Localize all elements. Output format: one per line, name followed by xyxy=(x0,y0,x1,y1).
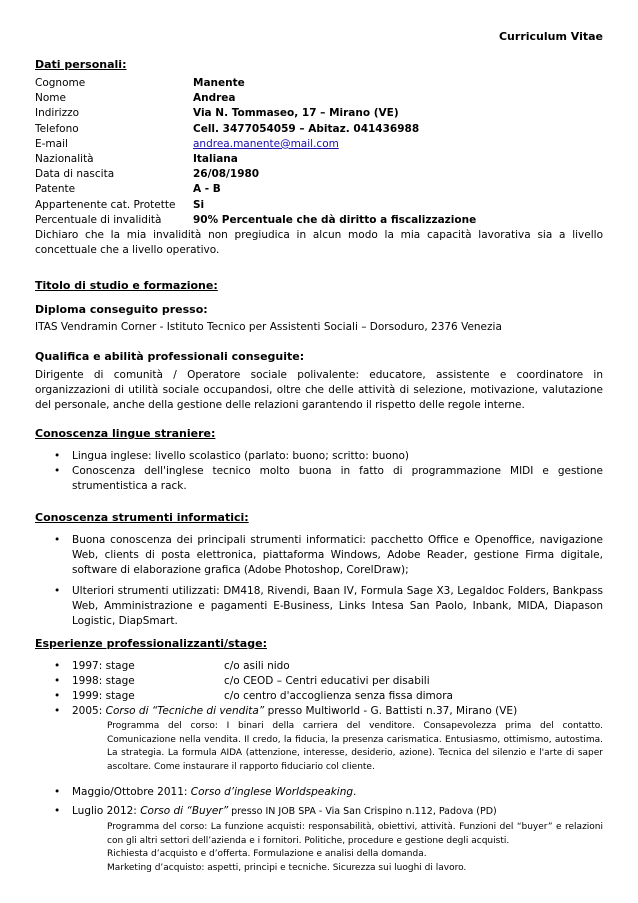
it-skills-heading: Conoscenza strumenti informatici: xyxy=(35,511,249,524)
row-label: Appartenente cat. Protette xyxy=(35,198,176,211)
row-value: 90% Percentuale che dà diritto a fiscalizzazione xyxy=(193,213,477,226)
education-heading: Titolo di studio e formazione: xyxy=(35,279,218,292)
row-label: Nazionalità xyxy=(35,152,94,165)
qualification-heading: Qualifica e abilità professionali conseguite: xyxy=(35,350,305,363)
personal-row-disability xyxy=(35,213,603,228)
bullet-icon: • xyxy=(54,805,61,817)
list-item xyxy=(35,533,603,578)
row-value: Manente xyxy=(193,77,245,89)
stage-place: c/o centro d'accoglienza senza fissa dimora xyxy=(224,690,453,702)
document-title: Curriculum Vitae xyxy=(498,30,603,43)
personal-row-surname xyxy=(35,76,603,91)
personal-row-license xyxy=(35,182,603,197)
row-value: Si xyxy=(193,198,205,211)
email-link[interactable]: andrea.manente@mail.com xyxy=(193,137,339,150)
row-value: 26/08/1980 xyxy=(193,168,260,181)
stage-year: 1997: stage xyxy=(72,660,135,672)
row-label: Nome xyxy=(35,92,66,105)
row-value: A - B xyxy=(193,183,221,196)
course-item-2011 xyxy=(35,785,603,800)
personal-row-name xyxy=(35,91,603,106)
course-location: presso Multiworld - G. Battisti n.37, Mirano (VE) xyxy=(264,705,518,717)
personal-row-email xyxy=(35,137,603,152)
language-item-text: Conoscenza dell'inglese tecnico molto buona in fatto di programmazione MIDI e gestione strumentistica a rack. xyxy=(72,465,603,492)
bullet-icon: • xyxy=(54,450,61,462)
list-item xyxy=(35,584,603,629)
course-title: Corso di “Tecniche di vendita” xyxy=(105,705,265,717)
stage-year: 1998: stage xyxy=(72,675,135,687)
bullet-icon: • xyxy=(54,690,61,702)
course-date: Luglio 2012: xyxy=(72,805,141,817)
stage-place: c/o asili nido xyxy=(224,660,290,672)
languages-heading: Conoscenza lingue straniere: xyxy=(35,427,216,440)
course-suffix: . xyxy=(353,786,357,798)
row-value: Italiana xyxy=(193,152,238,165)
row-value: Andrea xyxy=(193,92,236,105)
course-title: Corso di “Buyer” xyxy=(140,805,229,817)
list-item xyxy=(35,449,603,464)
it-skill-text: Buona conoscenza dei principali strumenti informatici: pacchetto Office e Openoffice, navigazione Web, clients di posta elettronica, piattaforma Windows, Adobe Reader, gestione Firma digitale, software di elaborazione grafica (Adobe Photoshop, CorelDraw); xyxy=(72,534,603,576)
course-2012-detail: Marketing d’acquisto: aspetti, principi e tecniche. Sicurezza sui luoghi di lavoro. xyxy=(107,862,467,873)
personal-row-phone xyxy=(35,122,603,137)
it-skill-text: Ulteriori strumenti utilizzati: DM418, Rivendi, Baan IV, Formula Sage X3, Legaldoc Folders, Bankpass Web, Amministrazione e pagamenti E-Business, Links Intesa San Paolo, Inbank, MIDA, Diapason Logistic, DiapSmart. xyxy=(72,585,603,627)
stage-item xyxy=(35,674,603,689)
course-title: Corso d’inglese Worldspeaking xyxy=(190,786,354,798)
personal-row-address xyxy=(35,106,603,121)
bullet-icon: • xyxy=(54,675,61,687)
course-item-2005 xyxy=(35,704,603,719)
course-2012-detail: Programma del corso: La funzione acquisti: responsabilità, obiettivi, attività. Funzioni del “buyer” e relazioni con gli altri settori dell’azienda e i fornitori. Politiche, procedure e gestione degli acquisti. xyxy=(107,822,603,846)
bullet-icon: • xyxy=(54,585,61,597)
personal-row-protected xyxy=(35,198,603,213)
bullet-icon: • xyxy=(54,705,61,717)
bullet-icon: • xyxy=(54,786,61,798)
course-item-2012 xyxy=(35,804,603,819)
personal-data-heading: Dati personali: xyxy=(35,58,127,71)
row-value: Cell. 3477054059 – Abitaz. 041436988 xyxy=(193,122,420,135)
stage-year: 1999: stage xyxy=(72,690,135,702)
row-label: Telefono xyxy=(35,122,79,135)
stage-item xyxy=(35,689,603,704)
row-label: Indirizzo xyxy=(35,107,80,120)
diploma-heading: Diploma conseguito presso: xyxy=(35,303,208,316)
row-label: E-mail xyxy=(35,137,68,150)
qualification-text: Dirigente di comunità / Operatore sociale polivalente: educatore, assistente e coordinatore in organizzazioni di utilità sociale occupandosi, oltre che delle attività di selezione, motivazione, valutazione del personale, anche della gestione delle relazioni garantendo il rispetto delle regole interne. xyxy=(35,369,603,411)
stage-item xyxy=(35,659,603,674)
diploma-text: ITAS Vendramin Corner - Istituto Tecnico per Assistenti Sociali – Dorsoduro, 2376 Venezia xyxy=(35,321,502,333)
language-item-text: Lingua inglese: livello scolastico (parlato: buono; scritto: buono) xyxy=(72,450,410,462)
personal-row-birthdate xyxy=(35,167,603,182)
row-label: Cognome xyxy=(35,77,86,89)
course-date: 2005: xyxy=(72,705,106,717)
row-value: Via N. Tommaseo, 17 – Mirano (VE) xyxy=(193,107,399,120)
disability-note: Dichiaro che la mia invalidità non pregiudica in alcun modo la mia capacità lavorativa sia a livello concettuale che a livello operativo. xyxy=(35,228,603,256)
experience-heading: Esperienze professionalizzanti/stage: xyxy=(35,637,267,650)
personal-row-nationality xyxy=(35,152,603,167)
bullet-icon: • xyxy=(54,534,61,546)
course-date: Maggio/Ottobre 2011: xyxy=(72,786,191,798)
bullet-icon: • xyxy=(54,660,61,672)
stage-place: c/o CEOD – Centri educativi per disabili xyxy=(224,675,430,687)
course-2005-detail: Programma del corso: I binari della carriera del venditore. Consapevolezza prima del contatto. Comunicazione nella vendita. Il credo, la fiducia, la presenza carismatica. Entusiasmo, ottimismo, autostima. La strategia. La formula AIDA (attenzione, interesse, desiderio, azione). Tecnica del silenzio e l'arte di saper ascoltare. Come instaurare il rapporto fiduciario col cliente. xyxy=(107,721,603,772)
row-label: Data di nascita xyxy=(35,168,115,181)
list-item xyxy=(35,464,603,494)
course-location: presso IN JOB SPA - Via San Crispino n.112, Padova (PD) xyxy=(228,806,497,817)
bullet-icon: • xyxy=(54,465,61,477)
course-2012-detail: Richiesta d’acquisto e d’offerta. Formulazione e analisi della domanda. xyxy=(107,849,427,859)
row-label: Percentuale di invalidità xyxy=(35,213,162,226)
personal-data-table xyxy=(35,76,603,258)
row-label: Patente xyxy=(35,183,76,196)
